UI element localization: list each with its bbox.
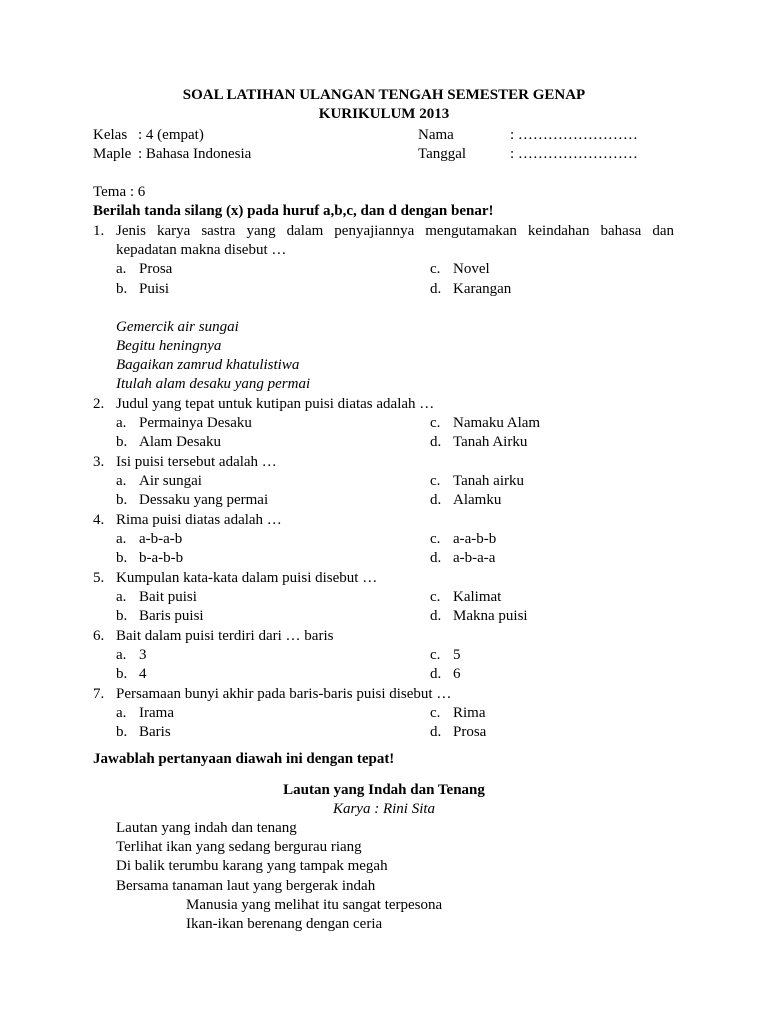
poem-title: Lautan yang Indah dan Tenang — [283, 782, 485, 798]
question-text: Jenis karya sastra yang dalam penyajiannya mengutamakan keindahan bahasa dan — [116, 223, 674, 239]
option-d[interactable]: Makna puisi — [453, 608, 528, 624]
question-text: Kumpulan kata-kata dalam puisi disebut … — [116, 570, 378, 586]
question-text-cont: kepadatan makna disebut … — [116, 242, 287, 258]
option-a[interactable]: 3 — [139, 647, 147, 663]
option-b[interactable]: Baris — [139, 724, 171, 740]
nama-value: : …………………… — [510, 127, 638, 143]
poem-line: Begitu heningnya — [116, 338, 222, 354]
question-text: Isi puisi tersebut adalah … — [116, 454, 277, 470]
poem-line: Terlihat ikan yang sedang bergurau riang — [116, 839, 362, 855]
option-c[interactable]: a-a-b-b — [453, 531, 497, 547]
instruction-essay: Jawablah pertanyaan diawah ini dengan tepat! — [93, 751, 395, 767]
question-number: 7. — [93, 686, 105, 702]
poem-line: Gemercik air sungai — [116, 319, 239, 335]
option-letter: d. — [430, 724, 442, 740]
option-b[interactable]: Alam Desaku — [139, 434, 222, 450]
option-d[interactable]: Prosa — [453, 724, 487, 740]
poem-line: Lautan yang indah dan tenang — [116, 820, 297, 836]
question-text: Judul yang tepat untuk kutipan puisi diatas adalah … — [116, 396, 435, 412]
option-letter: d. — [430, 281, 442, 297]
option-letter: b. — [116, 724, 128, 740]
question-number: 6. — [93, 628, 105, 644]
option-d[interactable]: Alamku — [453, 492, 502, 508]
option-letter: c. — [430, 647, 441, 663]
exam-title: SOAL LATIHAN ULANGAN TENGAH SEMESTER GENAP — [182, 87, 586, 103]
question-text: Persamaan bunyi akhir pada baris-baris puisi disebut … — [116, 686, 452, 702]
question-text: Rima puisi diatas adalah … — [116, 512, 282, 528]
poem-author: Karya : Rini Sita — [332, 801, 436, 817]
option-d[interactable]: 6 — [453, 666, 461, 682]
kelas-value: : 4 (empat) — [138, 127, 204, 143]
option-a[interactable]: Air sungai — [139, 473, 202, 489]
option-b[interactable]: b-a-b-b — [139, 550, 184, 566]
option-b[interactable]: Dessaku yang permai — [139, 492, 269, 508]
option-letter: c. — [430, 415, 441, 431]
option-letter: d. — [430, 492, 442, 508]
option-a[interactable]: Prosa — [139, 261, 173, 277]
option-letter: b. — [116, 550, 128, 566]
poem-line: Ikan-ikan berenang dengan ceria — [186, 916, 383, 932]
question-number: 4. — [93, 512, 105, 528]
option-letter: a. — [116, 261, 127, 277]
option-c[interactable]: Rima — [453, 705, 486, 721]
poem-line: Manusia yang melihat itu sangat terpesona — [186, 897, 443, 913]
option-letter: a. — [116, 705, 127, 721]
question-number: 2. — [93, 396, 105, 412]
option-letter: a. — [116, 415, 127, 431]
option-letter: c. — [430, 473, 441, 489]
option-a[interactable]: Bait puisi — [139, 589, 197, 605]
option-letter: a. — [116, 647, 127, 663]
option-b[interactable]: Baris puisi — [139, 608, 204, 624]
option-c[interactable]: Novel — [453, 261, 490, 277]
poem-line: Bersama tanaman laut yang bergerak indah — [116, 878, 376, 894]
option-letter: d. — [430, 434, 442, 450]
option-a[interactable]: Permainya Desaku — [139, 415, 252, 431]
option-letter: c. — [430, 261, 441, 277]
poem-line: Itulah alam desaku yang permai — [116, 376, 311, 392]
option-c[interactable]: Tanah airku — [453, 473, 525, 489]
option-letter: d. — [430, 550, 442, 566]
option-letter: b. — [116, 281, 128, 297]
maple-label: Maple — [93, 146, 132, 162]
option-letter: a. — [116, 531, 127, 547]
option-letter: b. — [116, 666, 128, 682]
option-c[interactable]: 5 — [453, 647, 461, 663]
option-letter: a. — [116, 589, 127, 605]
tanggal-label: Tanggal — [418, 146, 467, 162]
option-letter: b. — [116, 492, 128, 508]
poem-line: Di balik terumbu karang yang tampak megah — [116, 858, 388, 874]
tanggal-value: : …………………… — [510, 146, 638, 162]
option-b[interactable]: Puisi — [139, 281, 170, 297]
option-letter: d. — [430, 608, 442, 624]
option-d[interactable]: Karangan — [453, 281, 512, 297]
option-letter: b. — [116, 608, 128, 624]
option-letter: b. — [116, 434, 128, 450]
option-b[interactable]: 4 — [139, 666, 147, 682]
option-letter: c. — [430, 705, 441, 721]
option-d[interactable]: Tanah Airku — [453, 434, 528, 450]
kelas-label: Kelas — [93, 127, 128, 143]
exam-subtitle: KURIKULUM 2013 — [318, 106, 450, 122]
option-letter: a. — [116, 473, 127, 489]
option-letter: c. — [430, 589, 441, 605]
option-a[interactable]: Irama — [139, 705, 174, 721]
option-c[interactable]: Namaku Alam — [453, 415, 541, 431]
option-c[interactable]: Kalimat — [453, 589, 502, 605]
option-letter: d. — [430, 666, 442, 682]
nama-label: Nama — [418, 127, 454, 143]
maple-value: : Bahasa Indonesia — [138, 146, 252, 162]
instruction-multiple-choice: Berilah tanda silang (x) pada huruf a,b,c, dan d dengan benar! — [93, 203, 494, 219]
poem-line: Bagaikan zamrud khatulistiwa — [116, 357, 300, 373]
question-number: 1. — [93, 223, 105, 239]
question-text: Bait dalam puisi terdiri dari … baris — [116, 628, 334, 644]
option-d[interactable]: a-b-a-a — [453, 550, 496, 566]
question-number: 5. — [93, 570, 105, 586]
option-a[interactable]: a-b-a-b — [139, 531, 183, 547]
option-letter: c. — [430, 531, 441, 547]
tema: Tema : 6 — [93, 184, 146, 200]
question-number: 3. — [93, 454, 105, 470]
